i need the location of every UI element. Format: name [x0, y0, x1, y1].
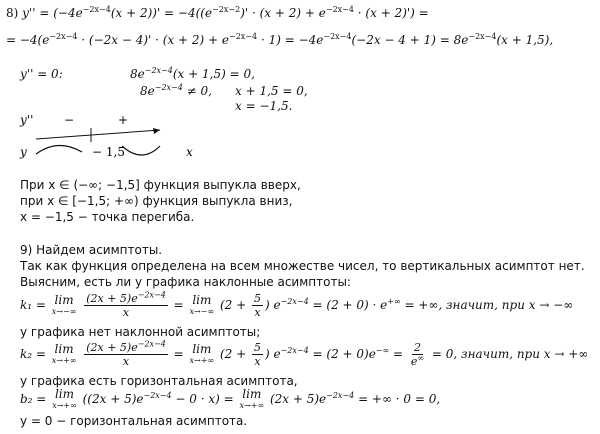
lim-sub: x→−∞	[51, 306, 77, 316]
sign-x-label: x	[186, 145, 193, 159]
expr: ) e	[264, 347, 281, 361]
k2-label: k₂ =	[20, 347, 46, 361]
frac-den: x	[122, 355, 130, 368]
expr: 8e	[130, 67, 145, 81]
small-fraction	[409, 341, 426, 368]
frac-num: (2x + 5)e	[86, 341, 138, 354]
frac-num: 5	[253, 341, 261, 354]
sign-y2-label: y''	[20, 113, 34, 127]
lim-sub: x→−∞	[189, 306, 215, 316]
expr: =	[389, 347, 404, 361]
equation-line-1	[130, 67, 255, 82]
limit-operator	[51, 341, 77, 366]
derivative-line-2	[6, 33, 553, 48]
lim-sub: x→+∞	[52, 400, 77, 410]
concave-down-arc	[36, 145, 82, 154]
expr: (2 +	[219, 347, 247, 361]
equation-line-3: x = −1,5.	[235, 99, 293, 113]
small-fraction	[252, 341, 263, 368]
frac-den: x	[122, 306, 130, 319]
lim-word: lim	[192, 292, 212, 307]
exp: −2x−4	[229, 32, 258, 41]
paragraph-oblique: Выясним, есть ли у графика наклонные асимптоты:	[20, 275, 351, 289]
sign-point-label: − 1,5	[92, 145, 125, 159]
equals: =	[173, 347, 184, 361]
conclusion-2: при x ∈ [−1,5; +∞) функция выпукла вниз,	[20, 194, 293, 208]
exp: −2x−4	[137, 339, 166, 349]
axis-arrowhead	[153, 128, 160, 134]
exp: −2x−4	[49, 32, 78, 41]
lim-sub: x→+∞	[51, 355, 77, 365]
expr: = +∞ · 0 = 0,	[354, 392, 441, 406]
expr: ≠ 0,	[182, 84, 212, 98]
conclusion-3: x = −1,5 − точка перегиба.	[20, 210, 195, 224]
expr: (x + 1,5),	[496, 33, 554, 47]
limit-operator	[239, 386, 265, 411]
exp: −2x−4	[137, 290, 166, 300]
no-oblique-text: у графика нет наклонной асимптоты;	[20, 325, 261, 339]
axis-line	[36, 130, 160, 139]
paragraph-vertical: Так как функция определена на всем множестве чисел, то вертикальных асимптот нет.	[20, 259, 585, 273]
frac-den: x	[254, 306, 261, 319]
concave-up-arc	[122, 146, 160, 155]
lim-word: lim	[242, 386, 262, 401]
lim-word: lim	[54, 292, 74, 307]
conclusion-1: При x ∈ (−∞; −1,5] функция выпукла вверх,	[20, 178, 301, 192]
expr: · 1) = −4e	[257, 33, 324, 47]
sign-minus: −	[64, 113, 75, 127]
b2-formula	[20, 388, 440, 411]
expr: ) e	[264, 298, 281, 312]
fraction	[84, 292, 168, 319]
limit-operator	[189, 341, 215, 366]
exp: −2x−4	[326, 391, 355, 400]
exp: +∞	[387, 297, 401, 306]
limit-operator	[51, 292, 77, 317]
expr: = 0, значит, при x → +∞	[428, 347, 589, 361]
fraction	[84, 341, 168, 368]
equation-line-2	[140, 84, 212, 99]
k1-label: k₁ =	[20, 298, 46, 312]
expr: ((2x + 5)e	[82, 392, 144, 406]
expr: (−2x − 4 + 1) = 8e	[351, 33, 469, 47]
frac-num: 5	[253, 292, 261, 305]
exp: −2x−4	[280, 297, 309, 306]
expr: · (−2x − 4)' · (x + 2) + e	[77, 33, 230, 47]
exp: −2x−4	[82, 5, 111, 14]
exp: ∞	[417, 353, 425, 363]
asymptote-title: 9) Найдем асимптоты.	[20, 243, 163, 257]
expr: · (x + 2)') =	[353, 6, 429, 20]
equation-label: y'' = 0:	[20, 67, 63, 81]
expr: = (2 + 0) · e	[308, 298, 388, 312]
equation-line-2b: x + 1,5 = 0,	[235, 84, 308, 98]
expr: (2x + 5)e	[269, 392, 327, 406]
final-conclusion: y = 0 − горизонтальная асимптота.	[20, 414, 248, 428]
exp: −2x−4	[468, 32, 497, 41]
exp: −2x−4	[325, 5, 354, 14]
sign-y-label: y	[20, 145, 27, 159]
expr: y'' = (−4e	[22, 6, 83, 20]
sign-plus: +	[118, 113, 129, 127]
expr: = +∞, значит, при x → −∞	[400, 298, 574, 312]
exp: −2x−4	[323, 32, 352, 41]
expr: − 0 · x) =	[171, 392, 234, 406]
limit-operator	[52, 386, 77, 411]
equals: =	[173, 298, 184, 312]
expr: (x + 2))' = −4((e	[110, 6, 213, 20]
k1-formula	[20, 292, 573, 319]
exp: −2x−4	[154, 83, 183, 92]
frac-den: e	[410, 355, 418, 368]
k2-formula	[20, 341, 588, 368]
exp: −2x−4	[143, 391, 172, 400]
frac-num: 2	[413, 341, 421, 354]
limit-operator	[189, 292, 215, 317]
exp: −2x−4	[144, 66, 173, 75]
expr: 8e	[140, 84, 155, 98]
b2-label: b₂ =	[20, 392, 47, 406]
expr: (x + 1,5) = 0,	[172, 67, 255, 81]
exp: −2x−2	[212, 5, 241, 14]
sign-diagram	[0, 108, 260, 172]
small-fraction	[252, 292, 263, 319]
frac-num: (2x + 5)e	[86, 292, 138, 305]
expr: )' · (x + 2) + e	[240, 6, 326, 20]
expr: (2 +	[219, 298, 247, 312]
item-number: 8)	[6, 6, 19, 20]
expr: = (2 + 0)e	[308, 347, 376, 361]
derivative-line-1	[6, 6, 429, 21]
lim-sub: x→+∞	[239, 400, 265, 410]
expr: = −4(e	[6, 33, 50, 47]
exp: −∞	[375, 346, 390, 355]
exp: −2x−4	[280, 346, 309, 355]
lim-word: lim	[54, 386, 75, 401]
frac-den: x	[254, 355, 261, 368]
lim-word: lim	[54, 341, 74, 356]
lim-word: lim	[192, 341, 212, 356]
lim-sub: x→+∞	[189, 355, 215, 365]
has-horizontal-text: у графика есть горизонтальная асимптота,	[20, 374, 298, 388]
